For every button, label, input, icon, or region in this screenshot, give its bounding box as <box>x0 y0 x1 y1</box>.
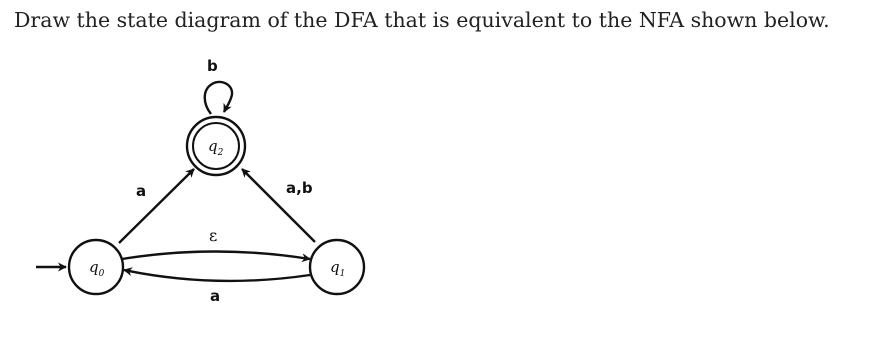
state-q1-name: q <box>330 258 340 276</box>
state-q2-accepting <box>187 117 245 175</box>
edge-label-q2-self: b <box>207 57 218 75</box>
state-q0 <box>69 240 123 294</box>
state-q1 <box>310 240 364 294</box>
state-q0-subscript: 0 <box>98 269 105 279</box>
state-q2-subscript: 2 <box>217 148 224 158</box>
edge-q2-self-loop <box>205 82 232 114</box>
edge-q0-q2 <box>119 169 194 243</box>
edge-q0-q1 <box>122 252 310 260</box>
state-q1-subscript: 1 <box>339 269 346 279</box>
state-q2-name: q <box>208 137 218 155</box>
edge-q1-q0 <box>124 270 310 281</box>
edge-label-q0-q2: a <box>136 182 147 200</box>
edge-label-q1-q2: a,b <box>286 179 313 197</box>
state-q0-name: q <box>89 258 99 276</box>
edge-label-q1-q0: a <box>210 287 221 305</box>
question-text: Draw the state diagram of the DFA that is equivalent to the NFA shown below. <box>14 8 830 32</box>
edge-label-q0-q1: ε <box>209 226 218 245</box>
